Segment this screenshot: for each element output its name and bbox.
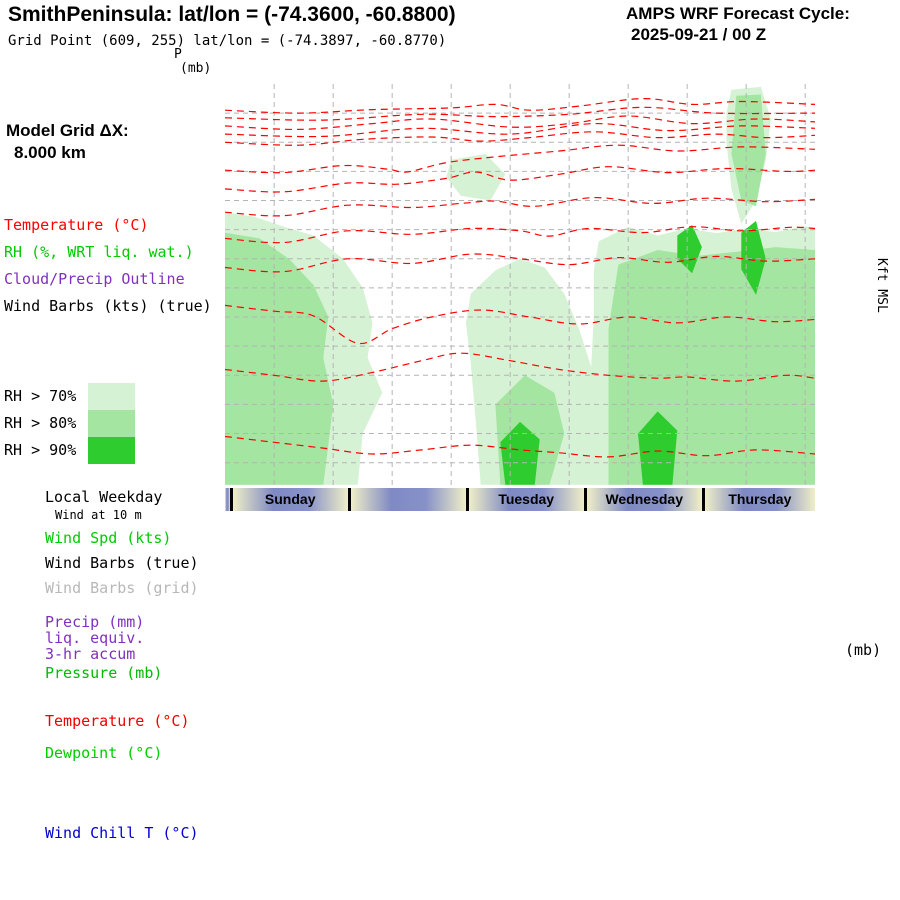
- wind-spd-label: Wind Spd (kts): [45, 529, 172, 547]
- liq-equiv-label: liq. equiv.: [45, 629, 145, 647]
- legend-temperature: Temperature (°C): [4, 216, 149, 234]
- rh90-label: RH > 90%: [4, 441, 77, 459]
- day-segment-wednesday: [584, 488, 702, 511]
- precip-label: Precip (mm): [45, 613, 145, 631]
- rh70-swatch: [88, 383, 135, 410]
- height-axis-label: Kft MSL: [874, 258, 889, 313]
- model-grid-label: Model Grid ΔX:: [6, 121, 129, 140]
- local-weekday-label: Local Weekday: [45, 488, 163, 506]
- temperature-label: Temperature (°C): [45, 712, 190, 730]
- rh80-label: RH > 80%: [4, 414, 77, 432]
- pressure-axis-unit: (mb): [180, 61, 212, 76]
- day-label: Sunday: [264, 491, 316, 507]
- legend-cloud-outline: Cloud/Precip Outline: [4, 270, 185, 288]
- day-segment-thursday: [702, 488, 815, 511]
- legend-wind-barbs: Wind Barbs (kts) (true): [4, 297, 212, 315]
- wind-chill-label: Wind Chill T (°C): [45, 824, 199, 842]
- local-weekday-bar: [225, 488, 815, 511]
- day-label: Tuesday: [498, 491, 555, 507]
- forecast-cycle-title: AMPS WRF Forecast Cycle:: [626, 4, 850, 23]
- rh70-label: RH > 70%: [4, 387, 77, 405]
- accum-label: 3-hr accum: [45, 645, 136, 663]
- rh90-swatch: [88, 437, 135, 464]
- forecast-cycle-date: 2025-09-21 / 00 Z: [631, 25, 767, 44]
- rh80-swatch: [88, 410, 135, 437]
- wind-at-10m-label: Wind at 10 m: [55, 508, 142, 522]
- day-segment-tuesday: [466, 488, 584, 511]
- pressure-label: Pressure (mb): [45, 664, 163, 682]
- day-segment-sunday: [230, 488, 348, 511]
- page-title: SmithPeninsula: lat/lon = (-74.3600, -60.8800): [8, 3, 456, 26]
- grid-point-subtitle: Grid Point (609, 255) lat/lon = (-74.3897, -60.8770): [8, 33, 447, 49]
- day-label: Thursday: [728, 491, 792, 507]
- wind-barbs-true-label: Wind Barbs (true): [45, 554, 199, 572]
- dewpoint-label: Dewpoint (°C): [45, 744, 163, 762]
- wind-barbs-grid-label: Wind Barbs (grid): [45, 579, 199, 597]
- pressure-axis-label: P: [174, 47, 182, 62]
- legend-rh: RH (%, WRT liq. wat.): [4, 243, 194, 261]
- day-segment-monday: [348, 488, 466, 511]
- model-grid-value: 8.000 km: [14, 143, 86, 162]
- mb-unit-label: (mb): [845, 641, 882, 659]
- day-label: Wednesday: [605, 491, 683, 507]
